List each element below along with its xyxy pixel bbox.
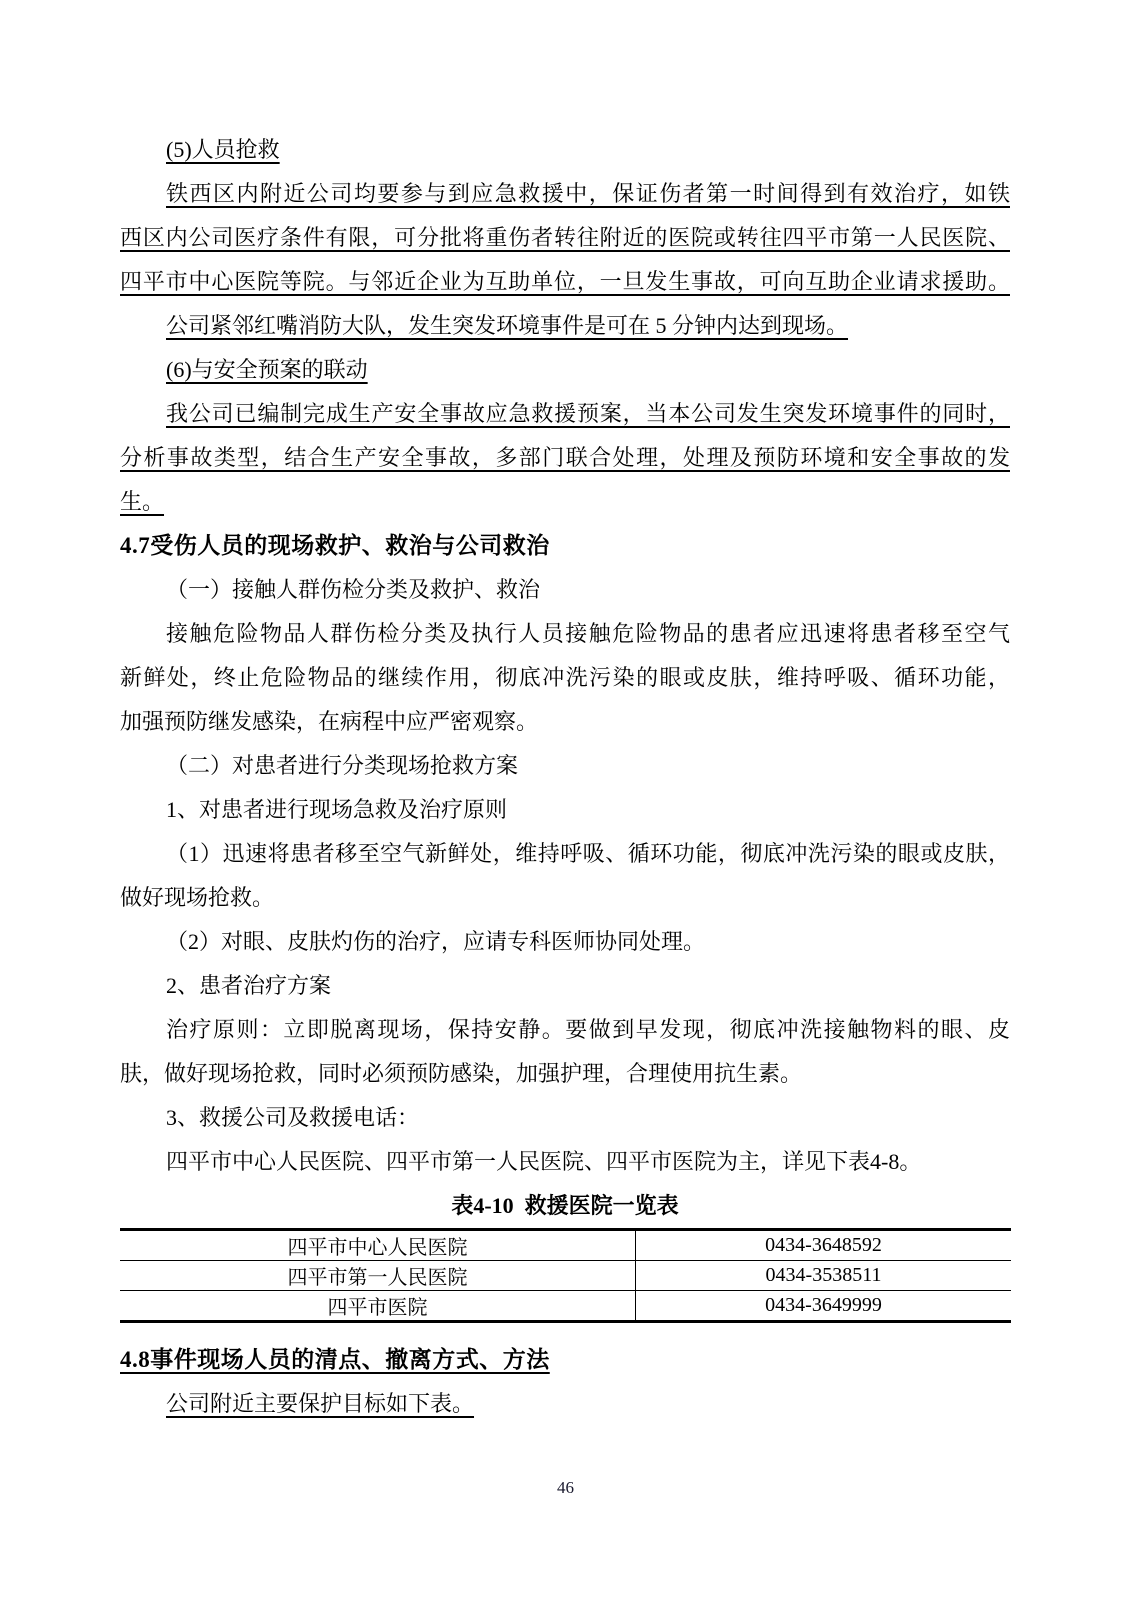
- rescue-hospital-table: [120, 1228, 1011, 1323]
- hospital-phone-cell: 0434-3538511: [636, 1261, 1012, 1291]
- hospital-name-cell: 四平市第一人民医院: [120, 1261, 636, 1291]
- doc-line: （2）对眼、皮肤灼伤的治疗，应请专科医师协同处理。: [166, 929, 706, 954]
- doc-line: 我公司已编制完成生产安全事故应急救援预案，当本公司发生突发环境事件的同时，: [166, 401, 1010, 426]
- section-heading-4-8: 4.8事件现场人员的清点、撤离方式、方法: [120, 1347, 550, 1372]
- doc-line: 治疗原则：立即脱离现场，保持安静。要做到早发现，彻底冲洗接触物料的眼、皮: [166, 1017, 1010, 1042]
- doc-line: 加强预防继发感染，在病程中应严密观察。: [120, 709, 539, 734]
- hospital-phone-cell: 0434-3648592: [636, 1230, 1012, 1261]
- doc-line: 西区内公司医疗条件有限，可分批将重伤者转往附近的医院或转往四平市第一人民医院、: [120, 225, 1010, 250]
- doc-line: 分析事故类型，结合生产安全事故，多部门联合处理，处理及预防环境和安全事故的发: [120, 445, 1010, 470]
- doc-line: 四平市中心人民医院、四平市第一人民医院、四平市医院为主，详见下表4-8。: [166, 1149, 922, 1174]
- section-heading-4-7: 4.7受伤人员的现场救护、救治与公司救治: [120, 533, 550, 558]
- table-row: [120, 1291, 1011, 1322]
- hospital-name-cell: 四平市中心人民医院: [120, 1230, 636, 1261]
- doc-line: 做好现场抢救。: [120, 885, 275, 910]
- hospital-phone-cell: 0434-3649999: [636, 1291, 1012, 1322]
- doc-line: 四平市中心医院等院。与邻近企业为互助单位，一旦发生事故，可向互助企业请求援助。: [120, 269, 1010, 294]
- page-number: 46: [557, 1478, 574, 1497]
- table-title: 表4-10 救援医院一览表: [451, 1193, 679, 1218]
- table-row: [120, 1230, 1011, 1261]
- doc-line: 铁西区内附近公司均要参与到应急救援中，保证伤者第一时间得到有效治疗，如铁: [166, 181, 1010, 206]
- doc-line: 1、对患者进行现场急救及治疗原则: [166, 797, 508, 822]
- doc-line: 肤，做好现场抢救，同时必须预防感染，加强护理，合理使用抗生素。: [120, 1061, 803, 1086]
- doc-line: 新鲜处，终止危险物品的继续作用，彻底冲洗污染的眼或皮肤，维持呼吸、循环功能，: [120, 665, 1010, 690]
- doc-line: 公司紧邻红嘴消防大队，发生突发环境事件是可在 5 分钟内达到现场。: [166, 313, 849, 338]
- doc-line: 2、患者治疗方案: [166, 973, 332, 998]
- doc-line: 生。: [120, 489, 165, 514]
- doc-line: （1）迅速将患者移至空气新鲜处，维持呼吸、循环功能，彻底冲洗污染的眼或皮肤，: [166, 841, 1010, 866]
- doc-line: （一）接触人群伤检分类及救护、救治: [166, 577, 541, 602]
- para-6-title: (6)与安全预案的联动: [166, 357, 368, 382]
- para-5-title: (5)人员抢救: [166, 137, 280, 162]
- doc-line: 3、救援公司及救援电话：: [166, 1105, 420, 1130]
- document-body: [120, 128, 1010, 1426]
- doc-line: 接触危险物品人群伤检分类及执行人员接触危险物品的患者应迅速将患者移至空气: [166, 621, 1010, 646]
- doc-line: （二）对患者进行分类现场抢救方案: [166, 753, 519, 778]
- hospital-name-cell: 四平市医院: [120, 1291, 636, 1322]
- table-row: [120, 1261, 1011, 1291]
- doc-line: 公司附近主要保护目标如下表。: [166, 1391, 475, 1416]
